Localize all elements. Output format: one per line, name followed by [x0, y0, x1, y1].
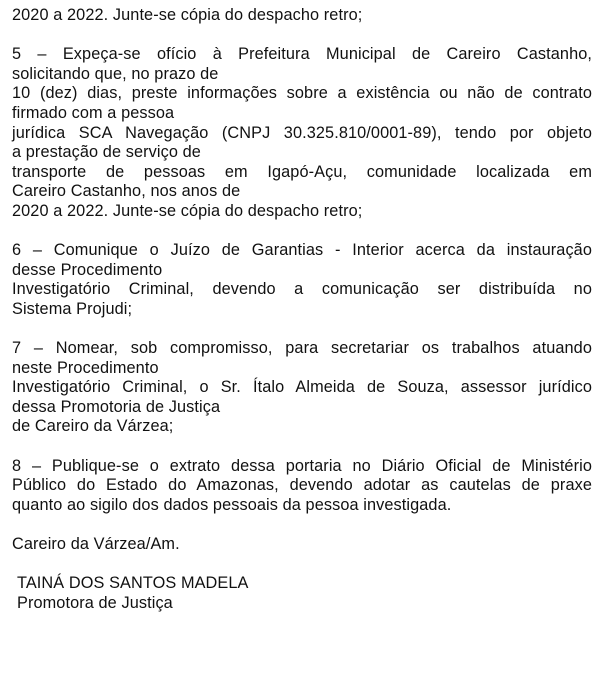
paragraph-7-line: neste Procedimento — [12, 358, 159, 377]
paragraph-5-line: Careiro Castanho, nos anos de — [12, 182, 241, 201]
paragraph-5-line: solicitando que, no prazo de — [12, 64, 219, 83]
place-line: Careiro da Várzea/Am. — [12, 535, 180, 554]
paragraph-5 — [12, 45, 592, 221]
paragraph-5-line: 5 – Expeça-se ofício à Prefeitura Municipal de Careiro Castanho, — [12, 45, 592, 64]
paragraph-5-line: firmado com a pessoa — [12, 103, 175, 122]
paragraph-8-line: Público do Estado do Amazonas, devendo adotar as cautelas de praxe — [12, 476, 592, 495]
paragraph-5-line: 2020 a 2022. Junte-se cópia do despacho retro; — [12, 201, 363, 220]
paragraph-7-line: de Careiro da Várzea; — [12, 417, 174, 436]
paragraph-6-line: 6 – Comunique o Juízo de Garantias - Interior acerca da instauração — [12, 241, 592, 260]
paragraph-5-line: transporte de pessoas em Igapó-Açu, comunidade localizada em — [12, 162, 592, 181]
paragraph-5-line: a prestação de serviço de — [12, 143, 201, 162]
paragraph-7-line: dessa Promotoria de Justiça — [12, 397, 221, 416]
paragraph-8-line: quanto ao sigilo dos dados pessoais da pessoa investigada. — [12, 495, 452, 514]
paragraph-4-tail: 2020 a 2022. Junte-se cópia do despacho retro; — [12, 6, 363, 24]
paragraph-6-line: Sistema Projudi; — [12, 299, 133, 318]
paragraph-7-line: 7 – Nomear, sob compromisso, para secretariar os trabalhos atuando — [12, 339, 592, 358]
paragraph-6-line: desse Procedimento — [12, 260, 163, 279]
paragraph-6 — [12, 241, 592, 319]
paragraph-gap — [12, 555, 592, 575]
document-page — [12, 6, 592, 613]
paragraph-8 — [12, 457, 592, 516]
paragraph-gap — [12, 437, 592, 457]
paragraph-gap — [12, 222, 592, 242]
paragraph-7-line: Investigatório Criminal, o Sr. Ítalo Almeida de Souza, assessor jurídico — [12, 378, 592, 397]
paragraph-7 — [12, 339, 592, 437]
paragraph-6-line: Investigatório Criminal, devendo a comunicação ser distribuída no — [12, 280, 592, 299]
signer-role: Promotora de Justiça — [17, 593, 173, 612]
signer-name: TAINÁ DOS SANTOS MADELA — [17, 574, 249, 593]
paragraph-gap — [12, 320, 592, 340]
paragraph-5-line: jurídica SCA Navegação (CNPJ 30.325.810/0001-89), tendo por objeto — [12, 123, 592, 142]
paragraph-gap — [12, 515, 592, 535]
paragraph-gap — [12, 26, 592, 46]
paragraph-8-line: 8 – Publique-se o extrato dessa portaria no Diário Oficial de Ministério — [12, 456, 592, 475]
paragraph-5-line: 10 (dez) dias, preste informações sobre a existência ou não de contrato — [12, 84, 592, 103]
